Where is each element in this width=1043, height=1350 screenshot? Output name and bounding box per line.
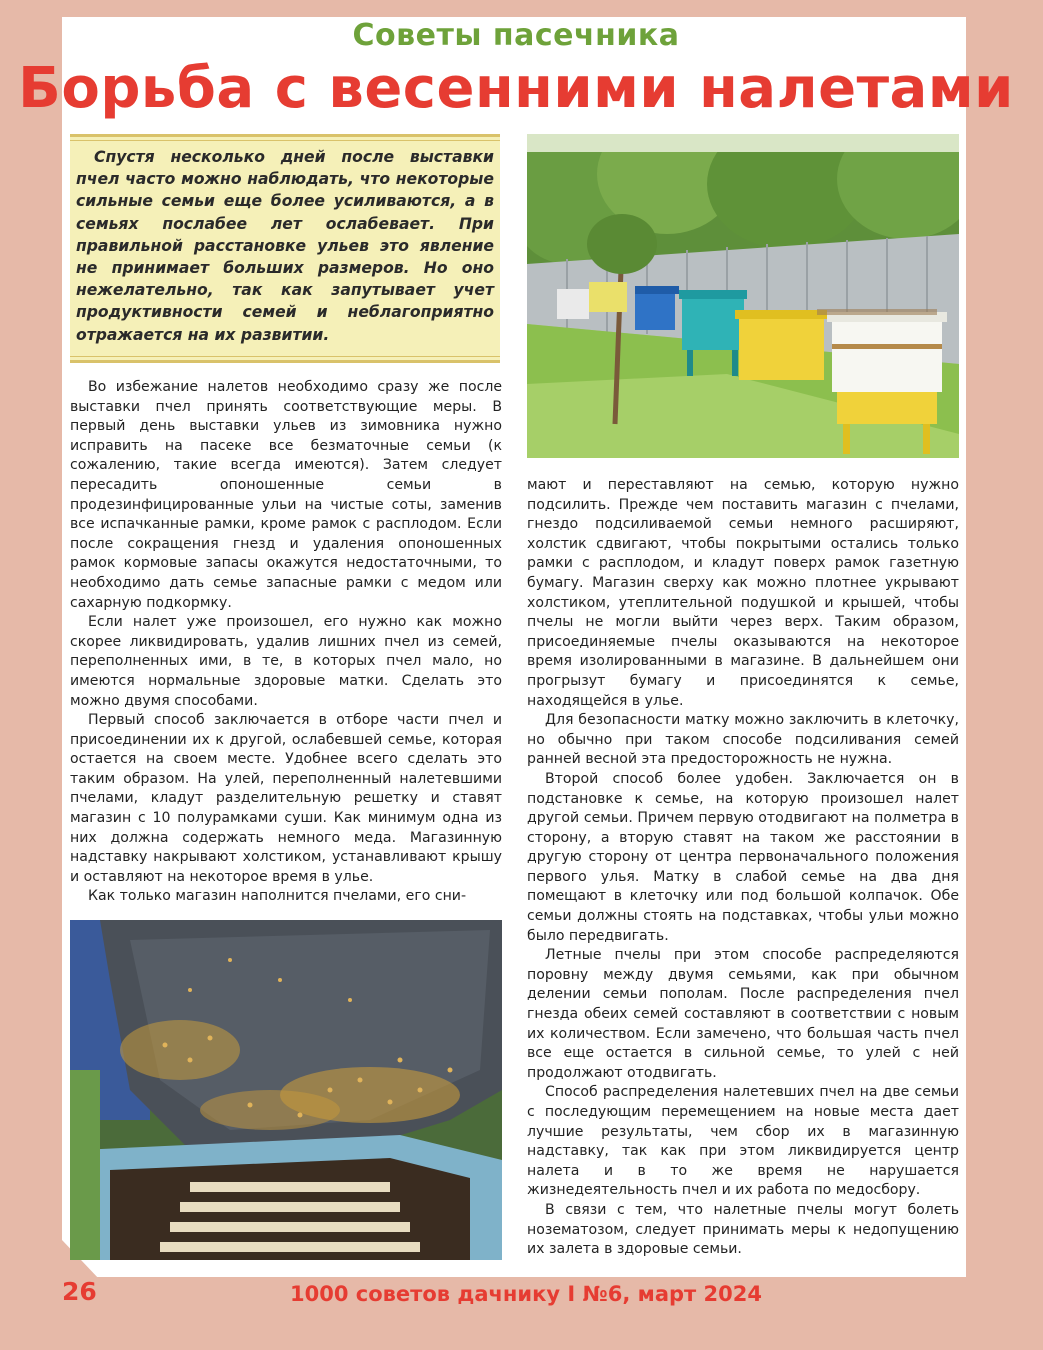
paragraph: мают и переставляют на семью, которую нужно подсилить. Прежде чем поставить магазин с пчелами, гнездо подсиливаемой семьи немного расширяют, холстик сдвигают, чтобы покрытыми остались только рамки с расплодом, и кладут поверх рамок газетную бумагу. Магазин сверху как можно плотнее укрывают холстиком, утеплительной подушкой и крышей, чтобы пчелы не могли выйти через верх. Таким образом, присоединяемые пчелы оказываются на некоторое время изолированными в магазине. В дальнейшем они прогрызут бумагу и присоединятся к семье, находящейся в улье.	[527, 477, 959, 709]
paragraph: Во избежание налетов необходимо сразу же после выставки пчел принять соответствующие меры. В первый день выставки ульев из зимовника нужно исправить на пасеке все безматочные семьи (к сожалению, такие всегда имеются). Затем следует пересадить опоношенные семьи в продезинфицированные ульи на чистые соты, заменив все испачканные рамки, кроме рамок с расплодом. Если после сокращения гнезд и удаления опоношенных рамок кормовые запасы окажутся недостаточными, то необходимо дать семье запасные рамки с медом или сахарную подкормку.	[70, 379, 502, 611]
paragraph: Первый способ заключается в отборе части пчел и присоединении их к другой, ослабевшей семье, которая остается на своем месте. Удобнее всего сделать это таким образом. На улей, переполненный налетевшими пчелами, кладут разделительную решетку и ставят магазин с 10 полурамками суши. Как минимум одна из них должна содержать немного меда. Магазинную надставку накрывают холстиком, устанавливают крышу и оставляют на некоторое время в улье.	[70, 712, 502, 885]
paragraph: Как только магазин наполнится пчелами, его сни-	[88, 888, 467, 905]
lead-text: Спустя несколько дней после выставки пчел часто можно наблюдать, что некоторые сильные семьи еще более усиливаются, а в семьях послабее лет ослабевает. При правильной расстановке ульев это явление не принимает больших размеров. Но оно нежелательно, так как запутывает учет продуктивности семей и неблагоприятно отражается на их развитии.	[76, 148, 494, 344]
article-headline: Борьба с весенними налетами	[18, 56, 1014, 121]
paragraph: Летные пчелы при этом способе распределяются поровну между двумя семьями, как при обычном делении семьи пополам. После распределения пчел гнезда обеих семей составляют в соответствии с новым их количеством. Если замечено, что большая часть пчел все еще остается в сильной семье, то улей с ней продолжают отодвигать.	[527, 947, 959, 1081]
paragraph: Для безопасности матку можно заключить в клеточку, но обычно при таком способе подсиливания семей ранней весной эта предосторожность не нужна.	[527, 712, 959, 768]
bees-photo	[70, 920, 502, 1260]
apiary-photo	[527, 134, 959, 458]
article-column-1	[70, 378, 502, 907]
lead-box	[70, 134, 500, 363]
page-number: 26	[62, 1277, 97, 1306]
article-column-2	[527, 476, 959, 1260]
paragraph: В связи с тем, что налетные пчелы могут болеть нозематозом, следует принимать меры к недопущению их залета в здоровые семьи.	[527, 1201, 959, 1258]
paragraph: Способ распределения налетевших пчел на две семьи с последующим перемещением на новые места дает лучшие результаты, чем сбор их в магазинную надставку, так как при этом ликвидируется центр налета и в то же время не нарушается жизнедеятельность пчел и их работа по медосбору.	[527, 1084, 959, 1199]
magazine-footer: 1000 советов дачнику I №6, март 2024	[290, 1282, 762, 1306]
paragraph: Если налет уже произошел, его нужно как можно скорее ликвидировать, удалив лишних пчел из семей, переполненных ими, в те, в которых пчел мало, но имеются нормальные здоровые матки. Сделать это можно двумя способами.	[70, 614, 502, 709]
bees-illustration	[70, 920, 502, 1260]
section-kicker: Советы пасечника	[352, 18, 680, 53]
apiary-illustration	[527, 134, 959, 458]
paragraph: Второй способ более удобен. Заключается он в подстановке к семье, на которую произошел налет другой семьи. Причем первую отодвигают на полметра в сторону, а вторую ставят на таком же расстоянии в другую сторону от центра первоначального положения первого улья. Матку в слабой семье на два дня помещают в клеточку или под большой колпачок. Обе семьи должны стоять на подставках, чтобы ульи можно было передвигать.	[527, 770, 959, 944]
